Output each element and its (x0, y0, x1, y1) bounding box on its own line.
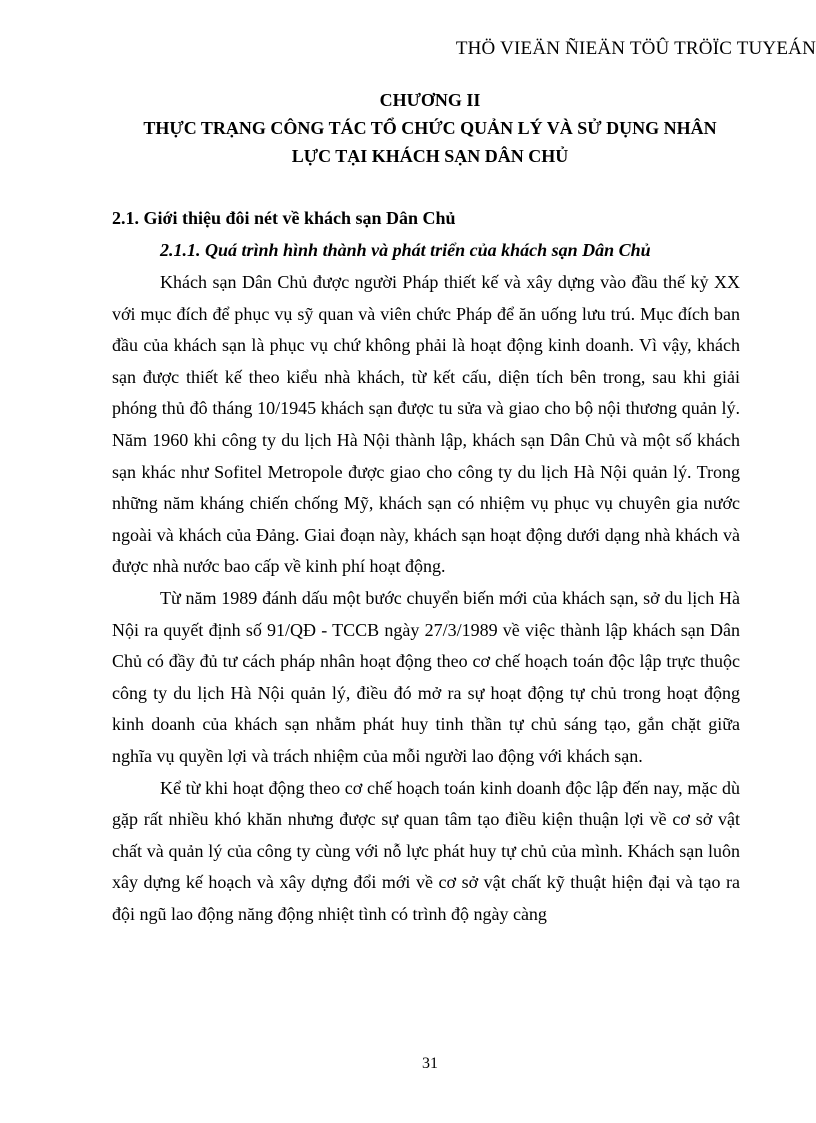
body-text (112, 267, 740, 930)
chapter-title-line-2: LỰC TẠI KHÁCH SẠN DÂN CHỦ (291, 146, 569, 166)
chapter-number: CHƯƠNG II (379, 90, 481, 110)
section-heading: 2.1. Giới thiệu đôi nét về khách sạn Dân Chủ (112, 208, 456, 228)
subsection-heading: 2.1.1. Quá trình hình thành và phát triển của khách sạn Dân Chủ (160, 240, 651, 260)
chapter-title-line-1: THỰC TRẠNG CÔNG TÁC TỔ CHỨC QUẢN LÝ VÀ SỬ DỤNG NHÂN (143, 118, 717, 138)
paragraph: Khách sạn Dân Chủ được người Pháp thiết kế và xây dựng vào đầu thế kỷ XX với mục đích để phục vụ sỹ quan và viên chức Pháp để ăn uống lưu trú. Mục đích ban đầu của khách sạn là phục vụ chứ không phải là hoạt động kinh doanh. Vì vậy, khách sạn được thiết kế theo kiểu nhà khách, từ kết cấu, diện tích bên trong, sau khi giải phóng thủ đô tháng 10/1945 khách sạn được tu sửa và giao cho bộ nội thương quản lý. Năm 1960 khi công ty du lịch Hà Nội thành lập, khách sạn Dân Chủ và một số khách sạn khác như Sofitel Metropole được giao cho công ty du lịch Hà Nội quản lý. Trong những năm kháng chiến chống Mỹ, khách sạn có nhiệm vụ phục vụ chuyên gia nước ngoài và khách của Đảng. Giai đoạn này, khách sạn hoạt động dưới dạng nhà khách và được nhà nước bao cấp về kinh phí hoạt động. (112, 272, 740, 577)
paragraph: Từ năm 1989 đánh dấu một bước chuyển biến mới của khách sạn, sở du lịch Hà Nội ra quyết định số 91/QĐ - TCCB ngày 27/3/1989 về việc thành lập khách sạn Dân Chủ có đầy đủ tư cách pháp nhân hoạt động theo cơ chế hoạch toán độc lập trực thuộc công ty du lịch Hà Nội quản lý, điều đó mở ra sự hoạt động tự chủ trong hoạt động kinh doanh của khách sạn nhằm phát huy tinh thần tự chủ sáng tạo, gắn chặt giữa nghĩa vụ quyền lợi và trách nhiệm của mỗi người lao động với khách sạn. (112, 587, 740, 766)
chapter-heading (0, 86, 816, 170)
page-number: 31 (422, 1055, 438, 1072)
library-watermark: THÖ VIEÄN ÑIEÄN TÖÛ TRÖÏC TUYEÁN (455, 38, 816, 59)
paragraph: Kể từ khi hoạt động theo cơ chế hoạch toán kinh doanh độc lập đến nay, mặc dù gặp rất nhiều khó khăn nhưng được sự quan tâm tạo điều kiện thuận lợi về cơ sở vật chất và quản lý của công ty cùng với nỗ lực phát huy tự chủ của mình. Khách sạn luôn xây dựng kế hoạch và xây dựng đổi mới về cơ sở vật chất kỹ thuật hiện đại và tạo ra đội ngũ lao động năng động nhiệt tình có trình độ ngày càng (112, 777, 740, 924)
